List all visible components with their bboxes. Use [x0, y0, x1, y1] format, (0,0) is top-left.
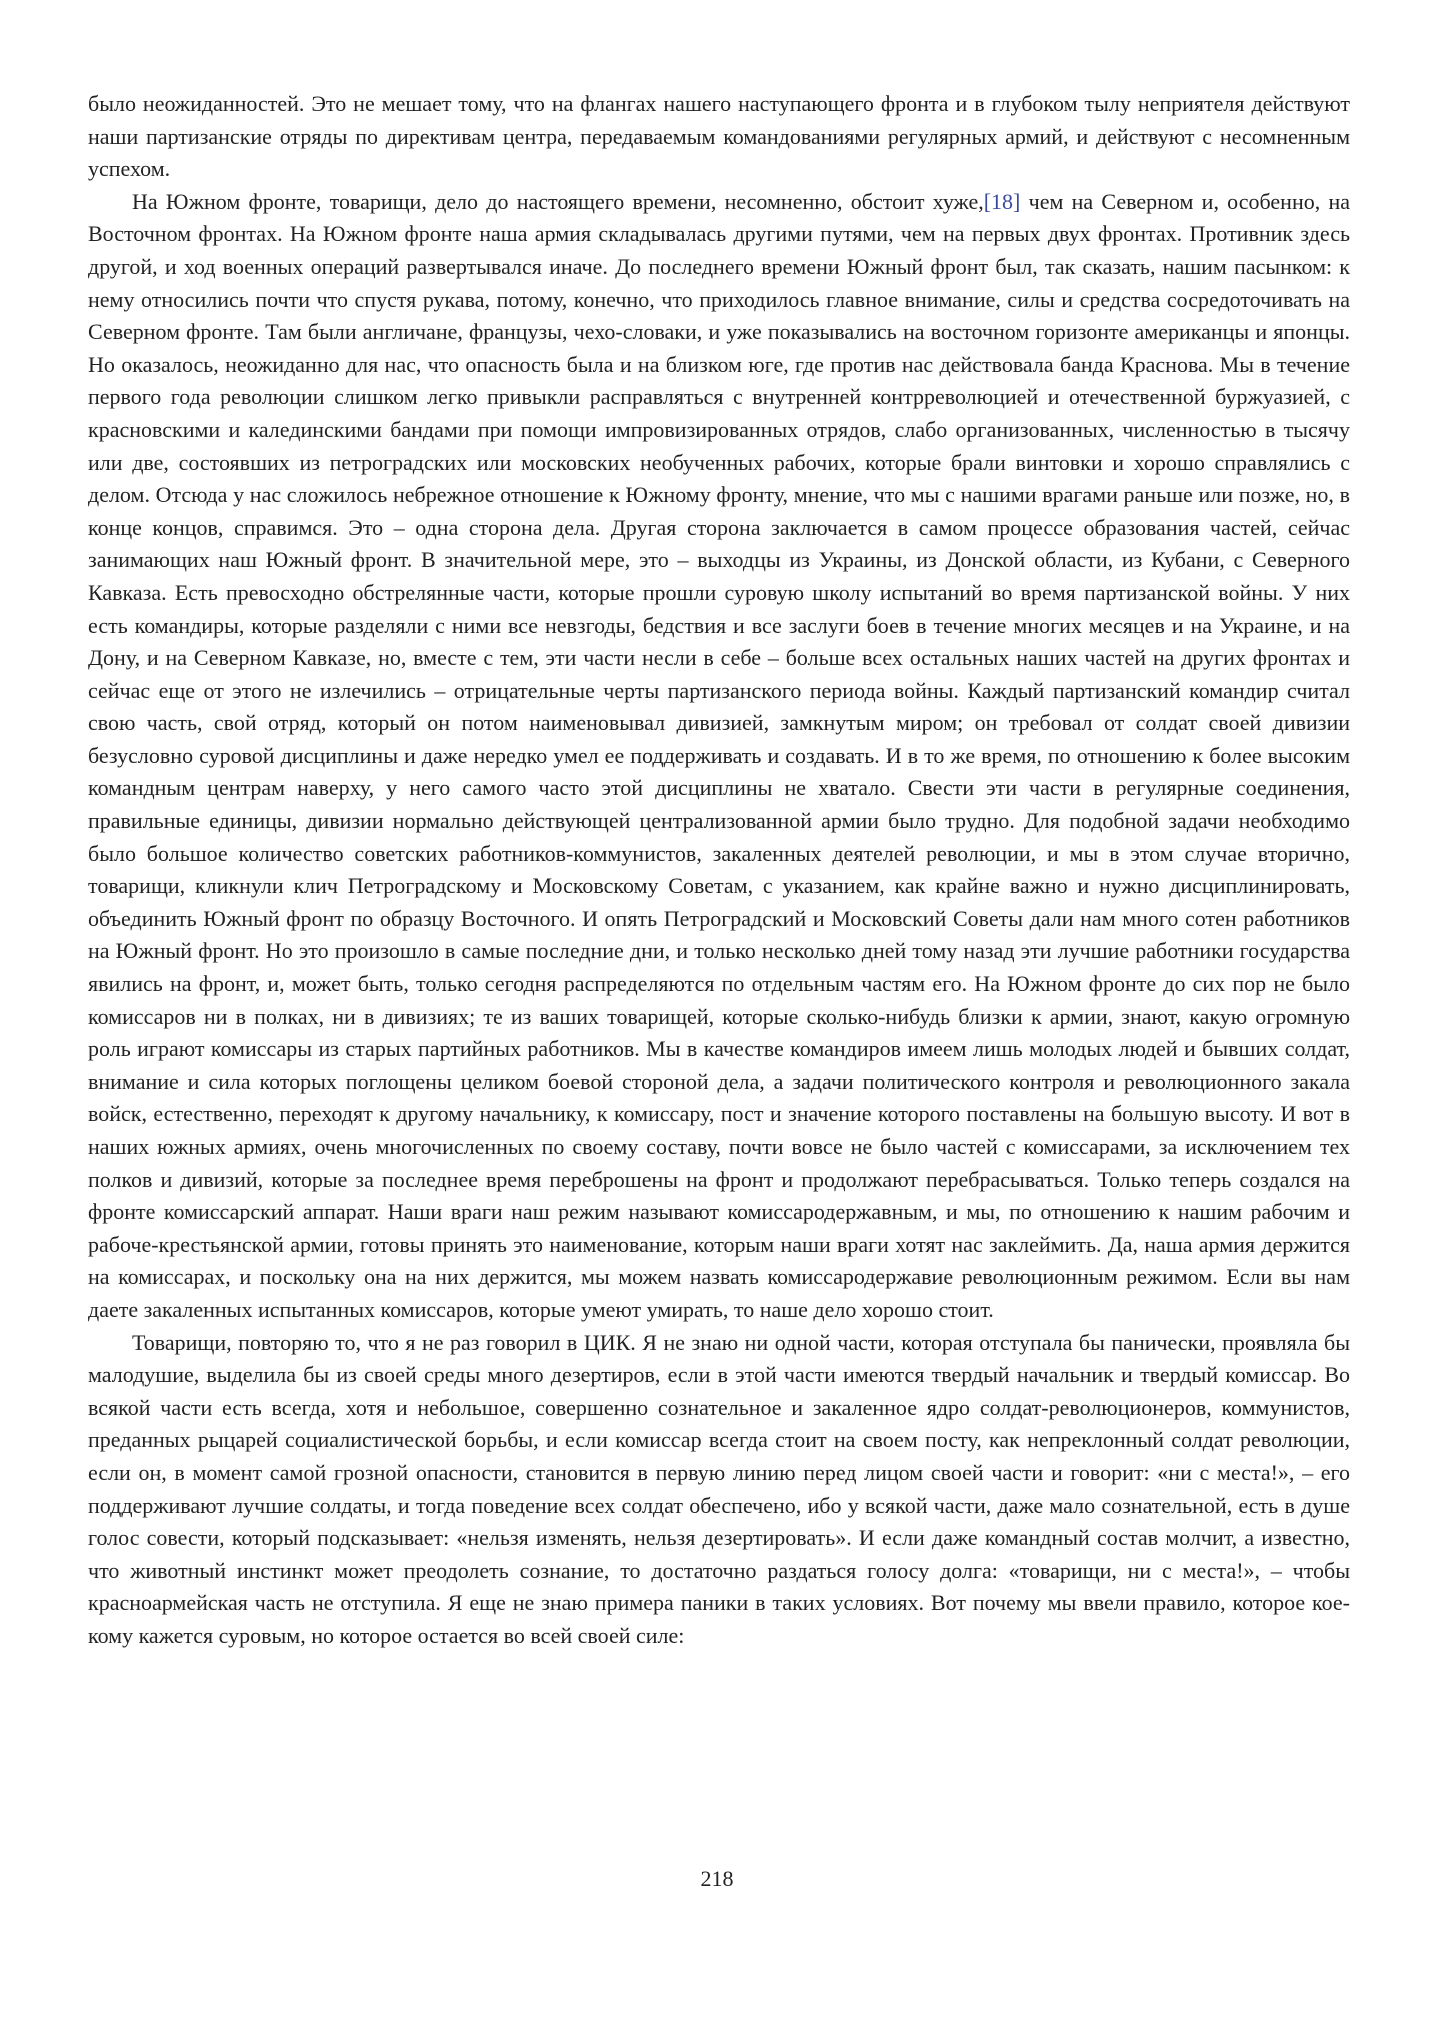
paragraph-2: [88, 186, 1350, 1327]
page-number: 218: [700, 1866, 734, 1891]
page-body: [88, 88, 1350, 1653]
footnote-link-18[interactable]: [18]: [983, 188, 1021, 214]
paragraph-3: Товарищи, повторяю то, что я не раз говорил в ЦИК. Я не знаю ни одной части, которая отступала бы панически, проявляла бы малодушие, выделила бы из своей среды много дезертиров, если в этой части имеются твердый начальник и твердый комиссар. Во всякой части есть всегда, хотя и небольшое, совершенно сознательное и закаленное ядро солдат-революционеров, коммунистов, преданных рыцарей социалистической борьбы, и если комиссар всегда стоит на своем посту, как непреклонный солдат революции, если он, в момент самой грозной опасности, становится в первую линию перед лицом своей части и говорит: «ни с места!», – его поддерживают лучшие солдаты, и тогда поведение всех солдат обеспечено, ибо у всякой части, даже мало сознательной, есть в душе голос совести, который подсказывает: «нельзя изменять, нельзя дезертировать». И если даже командный состав молчит, а известно, что животный инстинкт может преодолеть сознание, то достаточно раздаться голосу долга: «товарищи, ни с места!», – чтобы красноармейская часть не отступила. Я еще не знаю примера паники в таких условиях. Вот почему мы ввели правило, которое кое-кому кажется суровым, но которое остается во всей своей силе:: [88, 1329, 1350, 1648]
paragraph-2-text-before: На Южном фронте, товарищи, дело до настоящего времени, несомненно, обстоит хуже,: [132, 188, 984, 214]
paragraph-2-text-after: чем на Северном и, особенно, на Восточном фронтах. На Южном фронте наша армия складывалась другими путями, чем на первых двух фронтах. Противник здесь другой, и ход военных операций развертывался иначе. До последнего времени Южный фронт был, так сказать, нашим пасынком: к нему относились почти что спустя рукава, потому, конечно, что приходилось главное внимание, силы и средства сосредоточивать на Северном фронте. Там были англичане, французы, чехо-словаки, и уже показывались на восточном горизонте американцы и японцы. Но оказалось, неожиданно для нас, что опасность была и на близком юге, где против нас действовала банда Краснова. Мы в течение первого года революции слишком легко привыкли расправляться с внутренней контрреволюцией и отечественной буржуазией, с красновскими и калединскими бандами при помощи импровизированных отрядов, слабо организованных, численностью в тысячу или две, состоявших из петроградских или московских необученных рабочих, которые брали винтовки и хорошо справлялись с делом. Отсюда у нас сложилось небрежное отношение к Южному фронту, мнение, что мы с нашими врагами раньше или позже, но, в конце концов, справимся. Это – одна сторона дела. Другая сторона заключается в самом процессе образования частей, сейчас занимающих наш Южный фронт. В значительной мере, это – выходцы из Украины, из Донской области, из Кубани, с Северного Кавказа. Есть превосходно обстрелянные части, которые прошли суровую школу испытаний во время партизанской войны. У них есть командиры, которые разделяли с ними все невзгоды, бедствия и все заслуги боев в течение многих месяцев и на Украине, и на Дону, и на Северном Кавказе, но, вместе с тем, эти части несли в себе – больше всех остальных наших частей на других фронтах и сейчас еще от этого не излечились – отрицательные черты партизанского периода войны. Каждый партизанский командир считал свою часть, свой отряд, который он потом наименовывал дивизией, замкнутым миром; он требовал от солдат своей дивизии безусловно суровой дисциплины и даже нередко умел ее поддерживать и создавать. И в то же время, по отношению к более высоким командным центрам наверху, у него самого часто этой дисциплины не хватало. Свести эти части в регулярные соединения, правильные единицы, дивизии нормально действующей централизованной армии было трудно. Для подобной задачи необходимо было большое количество советских работников-коммунистов, закаленных деятелей революции, и мы в этом случае вторично, товарищи, кликнули клич Петроградскому и Московскому Советам, с указанием, как крайне важно и нужно дисциплинировать, объединить Южный фронт по образцу Восточного. И опять Петроградский и Московский Советы дали нам много сотен работников на Южный фронт. Но это произошло в самые последние дни, и только несколько дней тому назад эти лучшие работники государства явились на фронт, и, может быть, только сегодня распределяются по отдельным частям его. На Южном фронте до сих пор не было комиссаров ни в полках, ни в дивизиях; те из ваших товарищей, которые сколько-нибудь близки к армии, знают, какую огромную роль играют комиссары из старых партийных работников. Мы в качестве командиров имеем лишь молодых людей и бывших солдат, внимание и сила которых поглощены целиком боевой стороной дела, а задачи политического контроля и революционного закала войск, естественно, переходят к другому начальнику, к комиссару, пост и значение которого поставлены на большую высоту. И вот в наших южных армиях, очень многочисленных по своему составу, почти вовсе не было частей с комиссарами, за исключением тех полков и дивизий, которые за последнее время переброшены на фронт и продолжают перебрасываться. Только теперь создался на фронте комиссарский аппарат. Наши враги наш режим называют комиссародержавным, и мы, по отношению к нашим рабочим и рабоче-крестьянской армии, готовы принять это наименование, которым наши враги хотят нас заклеймить. Да, наша армия держится на комиссарах, и поскольку она на них держится, мы можем назвать комиссародержавие революционным режимом. Если вы нам даете закаленных испытанных комиссаров, которые умеют умирать, то наше дело хорошо стоит.: [88, 188, 1350, 1322]
paragraph-1: было неожиданностей. Это не мешает тому, что на флангах нашего наступающего фронта и в глубоком тылу неприятеля действуют наши партизанские отряды по директивам центра, передаваемым командованиями регулярных армий, и действуют с несомненным успехом.: [88, 91, 1350, 182]
